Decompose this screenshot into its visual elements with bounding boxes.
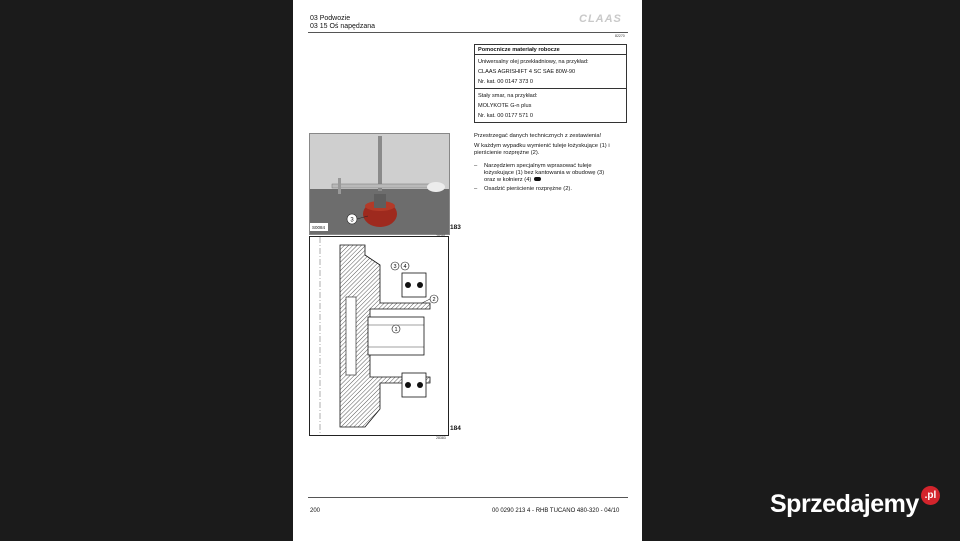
watermark-badge: .pl	[921, 486, 940, 505]
step1-line3: oraz w kołnierz (4)	[484, 177, 532, 183]
page-number: 200	[310, 508, 321, 514]
materials-table	[474, 44, 627, 123]
replace-note-line2: pierścienie rozprężne (2).	[474, 150, 540, 156]
document-page	[293, 0, 642, 541]
oil-product: CLAAS AGRISHIFT 4 SC SAE 80W-90	[478, 68, 576, 75]
instruction-step-1	[474, 163, 624, 184]
dash-bullet: –	[474, 186, 478, 192]
dash-bullet: –	[474, 163, 478, 169]
photo-label: S0084	[312, 225, 326, 230]
drawing-callout-1: 1	[394, 327, 398, 333]
watermark-text: Sprzedajemy	[770, 490, 919, 518]
step2-text: Osadzić pierścienie rozprężne (2).	[484, 186, 572, 192]
drawing-callout-4: 4	[403, 264, 407, 270]
instruction-step-2	[474, 186, 572, 193]
replace-note-line1: W każdym wypadku wymienić tuleje łożyskujące (1) i	[474, 143, 610, 149]
oil-catalog-number: Nr. kat. 00 0147 373 0	[478, 78, 534, 85]
grease-product: MOLYKOTE G-n plus	[478, 102, 532, 109]
figure-184-drawing	[309, 236, 449, 436]
footer-divider	[308, 497, 628, 498]
figure-number-183: 183	[450, 224, 461, 231]
replace-bushings-note	[474, 143, 629, 157]
materials-table-title: Pomocnicze materiały robocze	[475, 45, 627, 55]
grease-description: Stały smar, na przykład:	[478, 92, 538, 99]
oil-description: Uniwersalny olej przekładniowy, na przykład:	[478, 58, 589, 65]
claas-logo: CLAAS	[579, 13, 622, 25]
technical-data-note: Przestrzegać danych technicznych z zestawienia!	[474, 133, 602, 139]
photo-callout-3: 3	[350, 217, 354, 224]
special-tool-icon	[534, 177, 541, 181]
drawing-callout-3: 3	[393, 264, 397, 270]
figure-183-photo	[309, 133, 450, 235]
materials-row-oil	[475, 55, 627, 89]
step1-line2: łożyskujące (1) bez kantowania w obudowę (3)	[484, 170, 605, 176]
header-divider	[308, 32, 628, 33]
section-title: 03 Podwozie	[310, 15, 351, 22]
step1-line1: Narzędziem specjalnym wprasować tuleje	[484, 163, 592, 169]
subsection-title: 03 15 Oś napędzana	[310, 23, 375, 30]
document-id: 00 0290 213 4 - RHB TUCANO 480-320 - 04/10	[492, 508, 620, 514]
press-tool-photo	[310, 134, 449, 234]
figure-ref-184: 28383	[436, 436, 446, 440]
figure-number-184: 184	[450, 425, 461, 432]
drawing-callout-2: 2	[432, 297, 436, 303]
page-reference: 82270	[615, 34, 625, 38]
grease-catalog-number: Nr. kat. 00 0177 571 0	[478, 112, 534, 119]
materials-row-grease	[475, 89, 627, 123]
hub-cross-section	[310, 237, 448, 435]
